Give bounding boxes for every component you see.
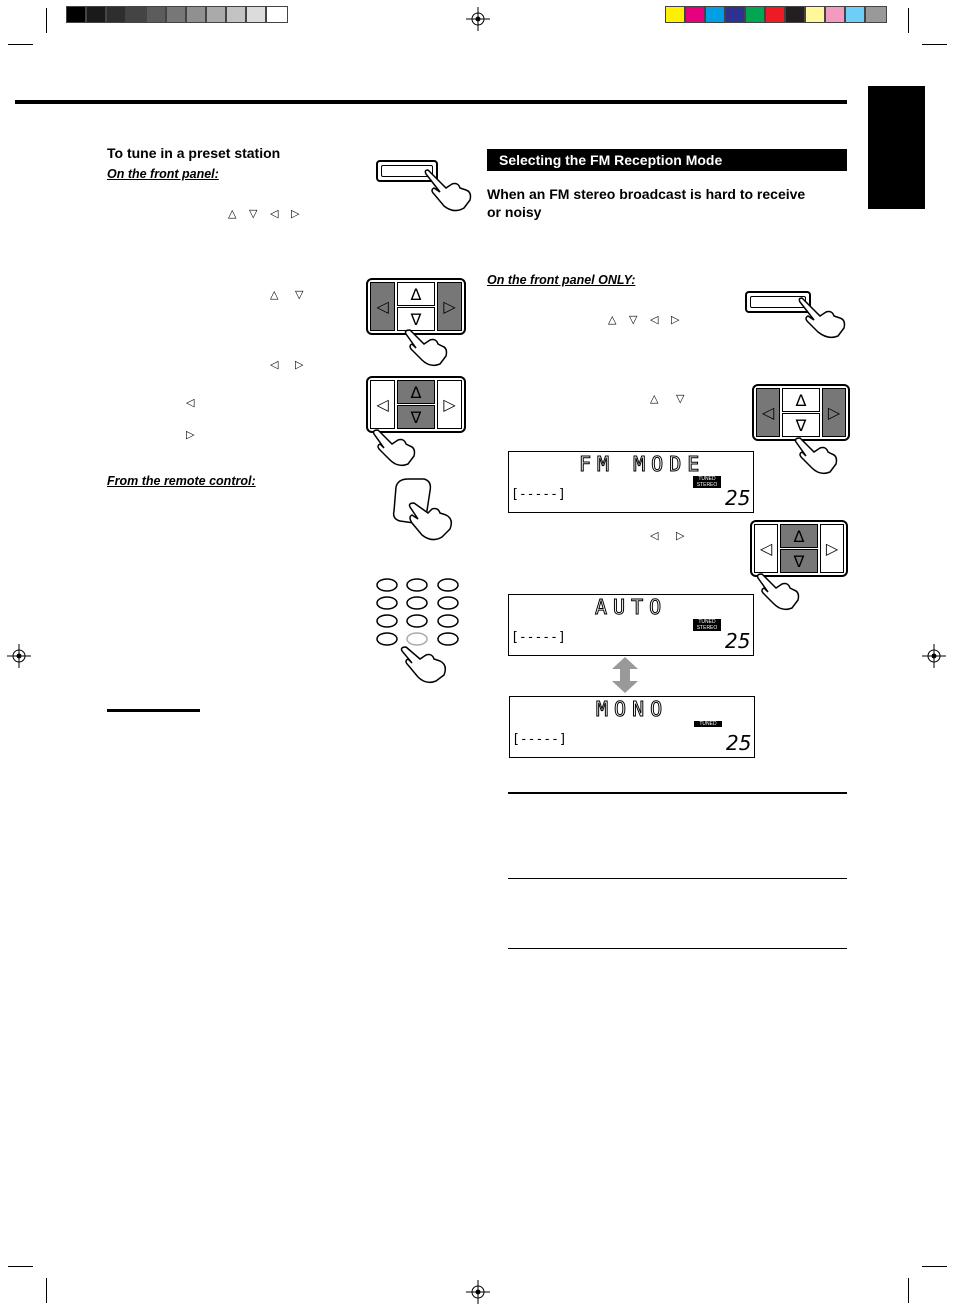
stereo-badge: STEREO — [693, 625, 721, 631]
tuned-badge: TUNED — [693, 476, 721, 482]
up-key[interactable]: ∆ — [782, 388, 820, 412]
channel-number: 25 — [726, 731, 752, 755]
remote-number-keypad — [372, 575, 464, 685]
direction-pad-left-right[interactable] — [752, 384, 850, 441]
up-key[interactable]: ∆ — [397, 282, 435, 306]
down-key[interactable]: ∇ — [780, 549, 818, 573]
pointing-hand-icon — [794, 436, 840, 476]
right-arrow-icon: ▷ — [676, 529, 685, 542]
down-key[interactable]: ∇ — [397, 405, 435, 429]
right-key[interactable]: ▷ — [437, 380, 462, 429]
side-tab — [868, 86, 925, 209]
right-arrow-icon: ▷ — [295, 358, 304, 371]
level-bar: [-----] — [511, 630, 566, 645]
section-header: Selecting the FM Reception Mode — [499, 152, 723, 168]
direction-pad-left-right[interactable] — [366, 278, 466, 335]
display-text: AUTO — [595, 595, 668, 619]
display-mono — [509, 696, 755, 758]
left-key[interactable]: ◁ — [756, 388, 780, 437]
direction-pad-up-down[interactable] — [366, 376, 466, 433]
right-arrow-icon: ▷ — [186, 428, 195, 441]
left-arrow-icon: ◁ — [270, 207, 279, 220]
left-key[interactable]: ◁ — [754, 524, 778, 573]
left-arrow-icon: ◁ — [650, 313, 659, 326]
down-arrow-icon: ▽ — [295, 288, 304, 301]
registration-mark-left — [7, 644, 31, 668]
table-rule-middle — [508, 878, 847, 879]
left-arrow-icon: ◁ — [186, 396, 195, 409]
up-key[interactable]: ∆ — [397, 380, 435, 404]
up-arrow-icon: △ — [608, 313, 617, 326]
down-key[interactable]: ∇ — [397, 307, 435, 331]
right-arrow-icon: ▷ — [671, 313, 680, 326]
right-key[interactable]: ▷ — [820, 524, 844, 573]
left-section-title: To tune in a preset station — [107, 145, 281, 161]
tuned-badge: TUNED — [693, 619, 721, 625]
header-rule — [15, 100, 847, 104]
right-key[interactable]: ▷ — [437, 282, 462, 331]
right-key[interactable]: ▷ — [822, 388, 846, 437]
display-fm-mode — [508, 451, 754, 513]
pointing-hand-icon — [798, 296, 848, 340]
up-key[interactable]: ∆ — [780, 524, 818, 548]
subtitle: When an FM stereo broadcast is hard to receive or noisy — [487, 186, 806, 220]
table-rule-bottom — [508, 948, 847, 949]
stereo-badge: STEREO — [693, 482, 721, 488]
left-key[interactable]: ◁ — [370, 282, 395, 331]
left-arrow-icon: ◁ — [270, 358, 279, 371]
front-panel-label: On the front panel: — [107, 167, 219, 181]
up-arrow-icon: △ — [270, 288, 279, 301]
front-panel-only-label: On the front panel ONLY: — [487, 273, 636, 287]
up-arrow-icon: △ — [228, 207, 237, 220]
down-arrow-icon: ▽ — [249, 207, 258, 220]
channel-number: 25 — [725, 629, 751, 653]
note-rule — [107, 709, 200, 712]
registration-mark-bottom — [466, 1280, 490, 1304]
registration-mark-right — [922, 644, 946, 668]
up-arrow-icon: △ — [650, 392, 659, 405]
left-key[interactable]: ◁ — [370, 380, 395, 429]
right-arrow-icon: ▷ — [291, 207, 300, 220]
tuned-badge: TUNED — [694, 721, 722, 727]
registration-mark-top — [466, 7, 490, 31]
direction-pad-up-down[interactable] — [750, 520, 848, 577]
pointing-hand-icon — [756, 572, 802, 612]
pointing-hand-icon — [424, 168, 476, 213]
down-key[interactable]: ∇ — [782, 413, 820, 437]
display-text: FM MODE — [579, 452, 706, 476]
pointing-hand-icon — [404, 328, 450, 368]
display-text: MONO — [596, 697, 669, 721]
down-arrow-icon: ▽ — [676, 392, 685, 405]
level-bar: [-----] — [511, 487, 566, 502]
channel-number: 25 — [725, 486, 751, 510]
left-arrow-icon: ◁ — [650, 529, 659, 542]
pointing-hand-icon — [372, 428, 418, 468]
remote-control-label: From the remote control: — [107, 474, 256, 488]
remote-button-with-hand — [390, 477, 460, 545]
table-rule-top — [508, 792, 847, 794]
toggle-arrow-icon — [612, 657, 638, 693]
down-arrow-icon: ▽ — [629, 313, 638, 326]
level-bar: [-----] — [512, 732, 567, 747]
display-auto — [508, 594, 754, 656]
